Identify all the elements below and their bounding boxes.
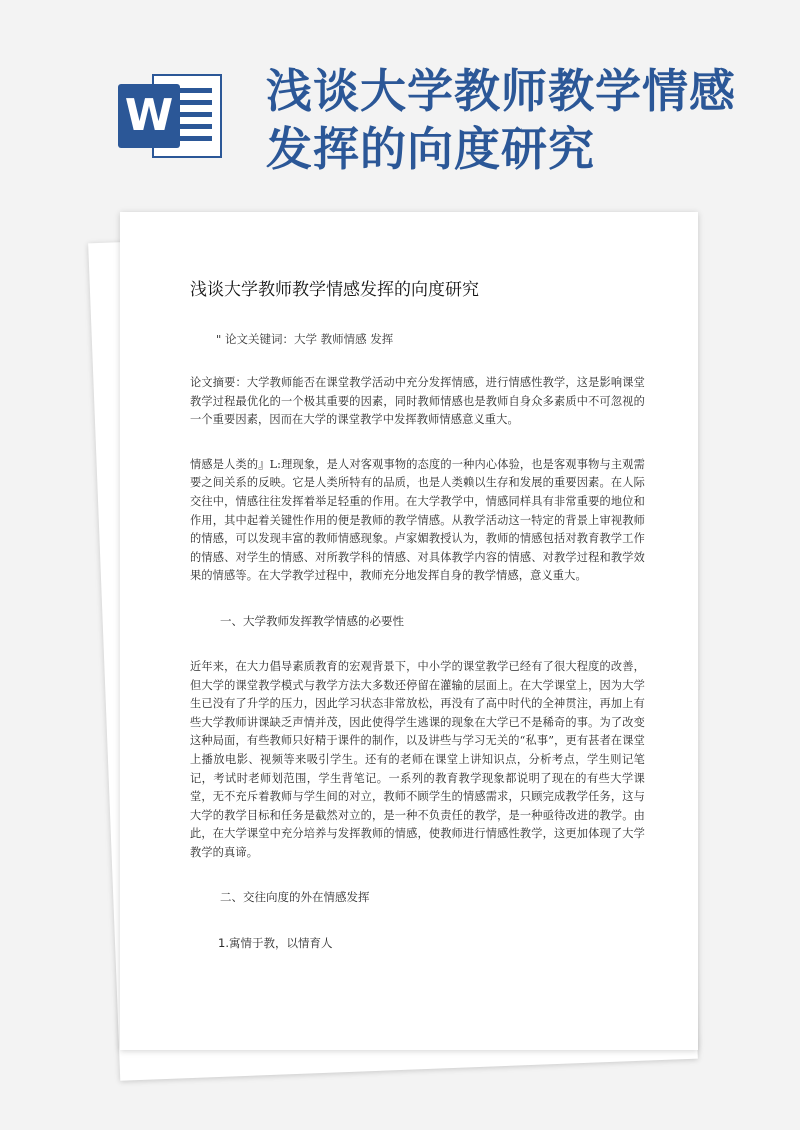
word-document-icon [118,74,224,158]
subsection-heading: 1.寓情于教，以情育人 [218,936,333,951]
word-badge: W [118,84,180,148]
section1-paragraph: 近年来，在大力倡导素质教育的宏观背景下，中小学的课堂教学已经有了很大程度的改善，但大学的课堂教学模式与教学方法大多数还停留在灌输的层面上。在大学课堂上，因为大学生已没有了升学的压力，因此学习状态非常放松，再没有了高中时代的全神贯注，再加上有些大学教师讲课缺乏声情并茂，因此使得学生逃课的现象在大学已不是稀奇的事。为了改变这种局面，有些教师只好精于课件的制作，以及讲些与学习无关的“私事”，更有甚者在课堂上播放电影、视频等来吸引学生。还有的老师在课堂上讲知识点，分析考点，学生则记笔记，考试时老师划范围，学生背笔记。一系列的教育教学现象都说明了现在的有些大学课堂，无不充斥着教师与学生间的对立，教师不顾学生的情感需求，只顾完成教学任务，这与大学的教学目标和任务是截然对立的，是一种不负责任的教学，是一种亟待改进的教学。由此，在大学课堂中充分培养与发挥教师的情感，使教师进行情感性教学，这更加体现了大学教学的真谛。 [190,659,645,859]
document-title: 浅谈大学教师教学情感发挥的向度研究 [190,280,479,300]
keywords-line: " 论文关键词：大学 教师情感 发挥 [216,332,394,346]
abstract-paragraph: 论文摘要：大学教师能否在课堂教学活动中充分发挥情感，进行情感性教学，这是影响课堂教学过程最优化的一个极其重要的因素，同时教师情感也是教师自身众多素质中不可忽视的一个重要因素，因而在大学的课堂教学中发挥教师情感意义重大。 [190,376,645,427]
header-title: 浅谈大学教师教学情感发挥的向度研究 [266,64,736,176]
intro-paragraph: 情感是人类的』L:理现象，是人对客观事物的态度的一种内心体验，也是客观事物与主观需要之间关系的反映。它是人类所特有的品质，也是人类赖以生存和发展的重要因素。在人际交往中，情感往往发挥着举足轻重的作用。在大学教学中，情感同样具有非常重要的地位和作用，其中起着关键性作用的便是教师的教学情感。从教学活动这一特定的背景上审视教师的情感，可以发现丰富的教师情感现象。卢家媚教授认为，教师的情感包括对教育教学工作的情感、对学生的情感、对所教学科的情感、对具体教学内容的情感、对教学过程和教学效果的情感等。在大学教学过程中，教师充分地发挥自身的教学情感，意义重大。 [190,457,645,583]
section-heading-2: 二、交往向度的外在情感发挥 [220,890,370,905]
document-content [190,278,645,952]
section-heading-1: 一、大学教师发挥教学情感的必要性 [220,613,404,628]
